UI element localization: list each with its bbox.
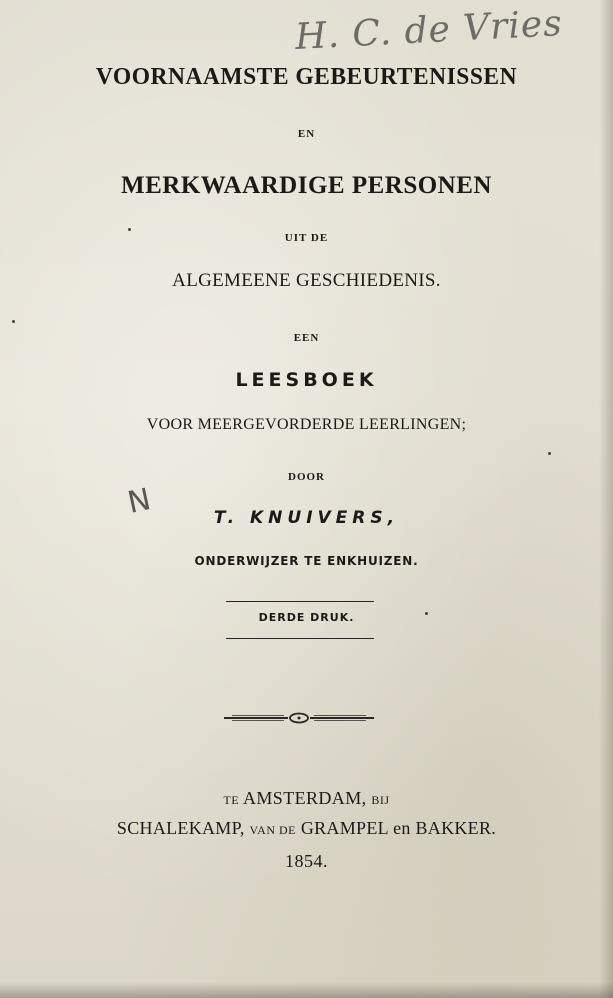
publisher-name-1: SCHALEKAMP,	[116, 818, 245, 838]
publisher-en: en	[393, 818, 411, 838]
foxing-speck	[12, 320, 15, 323]
imprint-publisher	[0, 818, 613, 839]
title-line-1: VOORNAAMSTE GEBEURTENISSEN	[95, 64, 518, 90]
page-edge-shadow	[599, 0, 613, 998]
subtitle-audience: VOOR MEERGEVORDERDE LEERLINGEN;	[146, 416, 467, 433]
publisher-van-de: VAN DE	[249, 823, 296, 837]
imprint-city-name: AMSTERDAM,	[243, 788, 367, 808]
subtitle-een: EEN	[293, 332, 320, 344]
foxing-speck	[548, 452, 551, 455]
imprint-city-prefix: TE	[223, 793, 240, 807]
foxing-speck	[128, 228, 131, 231]
edition-rule-top	[226, 601, 374, 602]
edition-label: DERDE DRUK.	[258, 611, 355, 624]
edition-rule-bottom	[226, 638, 374, 639]
publisher-name-2: GRAMPEL	[300, 818, 389, 838]
title-line-2: EN	[297, 128, 316, 140]
imprint-year: 1854.	[285, 851, 328, 871]
ornament-divider-icon	[222, 710, 376, 726]
subtitle-leesboek: LEESBOEK	[235, 369, 378, 391]
title-line-4: UIT DE	[284, 232, 329, 244]
pencil-margin-mark: N	[124, 482, 154, 521]
imprint-city	[0, 788, 613, 809]
foxing-speck	[425, 612, 428, 615]
title-line-5: ALGEMEENE GESCHIEDENIS.	[172, 270, 441, 291]
author-role: ONDERWIJZER TE ENKHUIZEN.	[194, 554, 419, 568]
imprint-city-suffix: BIJ	[371, 793, 390, 807]
page-bottom-shadow	[0, 982, 613, 998]
title-line-3: MERKWAARDIGE PERSONEN	[121, 172, 492, 199]
author-door: DOOR	[288, 471, 325, 483]
handwritten-signature: H. C. de Vries	[294, 3, 564, 58]
publisher-name-3: BAKKER.	[415, 818, 497, 838]
author-name: T. KNUIVERS,	[213, 508, 400, 528]
